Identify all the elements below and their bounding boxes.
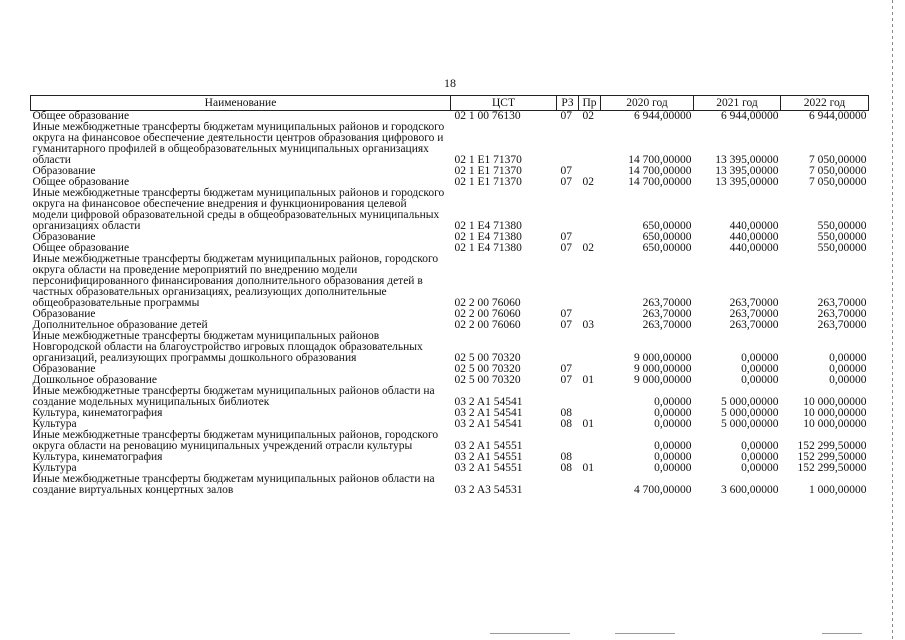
cell-y2022: 152 299,50000 [797, 440, 867, 452]
cell-y2021: 0,00000 [741, 451, 779, 463]
cell-name: Культура [32, 462, 77, 474]
cell-rz: 07 [560, 176, 572, 188]
table-row [31, 386, 869, 408]
cell-y2022: 7 050,00000 [809, 154, 867, 166]
cell-y2020: 263,70000 [642, 308, 692, 320]
cell-name: Образование [32, 231, 96, 243]
cell-cst: 03 2 A1 54551 [454, 440, 523, 452]
cell-y2020: 650,00000 [642, 231, 692, 243]
table-row [31, 254, 869, 309]
table-row [31, 188, 869, 232]
cell-name: Образование [32, 308, 96, 320]
cell-cst: 02 1 00 76130 [454, 110, 521, 122]
cell-name: Иные межбюджетные трансферты бюджетам муниципальных районов, городского округа области на реновацию муниципальных учреждений отрасли культуры [32, 429, 439, 452]
cell-cst: 02 2 00 76060 [454, 297, 521, 309]
cell-y2022: 6 944,00000 [809, 110, 867, 122]
cell-rz [557, 430, 579, 452]
cell-y2021: 5 000,00000 [721, 396, 779, 408]
column-header-rz: РЗ [557, 96, 579, 111]
cell-cst: 02 5 00 70320 [454, 352, 521, 364]
cell-y2020: 0,00000 [654, 407, 692, 419]
cell-y2021: 13 395,00000 [715, 165, 779, 177]
cell-y2022: 152 299,50000 [797, 462, 867, 474]
cell-cst: 03 2 A1 54541 [454, 396, 523, 408]
cell-y2022: 10 000,00000 [803, 407, 867, 419]
cell-pr: 01 [582, 462, 594, 474]
cell-name: Общее образование [32, 242, 130, 254]
cell-y2020: 0,00000 [654, 440, 692, 452]
cell-pr: 01 [582, 418, 594, 430]
cell-y2022: 550,00000 [817, 220, 867, 232]
cell-rz [557, 331, 579, 364]
cell-y2021: 440,00000 [729, 220, 779, 232]
cell-y2020: 650,00000 [642, 242, 692, 254]
cell-y2021: 0,00000 [741, 440, 779, 452]
cell-y2022: 550,00000 [817, 242, 867, 254]
cell-cst: 02 1 E1 71370 [454, 176, 522, 188]
cell-pr: 02 [582, 110, 594, 122]
cell-y2021: 440,00000 [729, 242, 779, 254]
scan-edge-bottom [822, 633, 862, 634]
cell-y2022: 152 299,50000 [797, 451, 867, 463]
cell-y2022: 550,00000 [817, 231, 867, 243]
scan-edge-bottom [490, 633, 570, 634]
cell-cst: 02 1 E1 71370 [454, 154, 522, 166]
cell-rz: 07 [560, 363, 572, 375]
cell-y2022: 0,00000 [829, 352, 867, 364]
cell-y2022: 10 000,00000 [803, 396, 867, 408]
cell-name: Образование [32, 363, 96, 375]
cell-rz: 07 [560, 242, 572, 254]
cell-name: Дошкольное образование [32, 374, 158, 386]
column-header-2020: 2020 год [601, 96, 694, 111]
cell-cst: 03 2 A1 54541 [454, 418, 523, 430]
cell-cst: 03 2 A1 54551 [454, 451, 523, 463]
cell-rz: 07 [560, 231, 572, 243]
cell-cst: 03 2 A1 54551 [454, 462, 523, 474]
table-row [31, 430, 869, 452]
column-header-pr: Пр [579, 96, 601, 111]
cell-cst: 02 2 00 76060 [454, 308, 521, 320]
table-row [31, 122, 869, 166]
cell-y2020: 650,00000 [642, 220, 692, 232]
cell-y2021: 263,70000 [729, 308, 779, 320]
cell-y2020: 0,00000 [654, 418, 692, 430]
cell-rz: 08 [560, 451, 572, 463]
cell-pr: 03 [582, 319, 594, 331]
cell-rz [557, 386, 579, 408]
cell-name: Иные межбюджетные трансферты бюджетам муниципальных районов области на создание модельных муниципальных библиотек [32, 385, 435, 408]
cell-cst: 02 1 E1 71370 [454, 165, 522, 177]
cell-name: Иные межбюджетные трансферты бюджетам муниципальных районов, городского округа области на проведение мероприятий по внедрению модели персонифицированного финансирования дополнительного образования детей в частных образовательных организациях, реализующих дополнительные общеобразовательные программы [32, 253, 439, 309]
cell-rz: 07 [560, 374, 572, 386]
cell-name: Культура, кинематография [32, 407, 163, 419]
cell-cst: 02 1 E4 71380 [454, 220, 522, 232]
budget-table [30, 95, 869, 496]
cell-name: Образование [32, 165, 96, 177]
cell-y2021: 3 600,00000 [721, 484, 779, 496]
cell-y2020: 14 700,00000 [628, 176, 692, 188]
cell-pr [579, 474, 601, 496]
cell-cst: 02 5 00 70320 [454, 374, 521, 386]
cell-rz: 08 [560, 418, 572, 430]
cell-rz [557, 188, 579, 232]
cell-cst: 03 2 A3 54531 [454, 484, 523, 496]
cell-y2020: 263,70000 [642, 297, 692, 309]
cell-cst: 02 1 E4 71380 [454, 242, 522, 254]
cell-y2022: 0,00000 [829, 363, 867, 375]
cell-y2020: 0,00000 [654, 462, 692, 474]
cell-rz: 07 [560, 110, 572, 122]
cell-y2020: 0,00000 [654, 396, 692, 408]
cell-name: Иные межбюджетные трансферты бюджетам муниципальных районов Новгородской области на благоустройство игровых площадок образовательных организаций, реализующих программы дошкольного образования [32, 330, 423, 364]
cell-y2022: 263,70000 [817, 319, 867, 331]
cell-y2022: 7 050,00000 [809, 176, 867, 188]
cell-pr: 02 [582, 176, 594, 188]
cell-y2021: 5 000,00000 [721, 418, 779, 430]
cell-pr [579, 188, 601, 232]
table-row [31, 331, 869, 364]
cell-pr [579, 386, 601, 408]
cell-rz: 07 [560, 319, 572, 331]
cell-pr: 02 [582, 242, 594, 254]
page-number: 18 [444, 76, 456, 90]
cell-name: Дополнительное образование детей [32, 319, 208, 331]
cell-y2020: 9 000,00000 [634, 352, 692, 364]
cell-y2021: 13 395,00000 [715, 176, 779, 188]
cell-y2021: 0,00000 [741, 352, 779, 364]
cell-cst: 03 2 A1 54541 [454, 407, 523, 419]
cell-y2022: 7 050,00000 [809, 165, 867, 177]
cell-name: Иные межбюджетные трансферты бюджетам муниципальных районов и городского округа на финансовое обеспечение деятельности центров образования цифрового и гуманитарного профилей в общеобразовательных муниципальных организациях области [32, 121, 445, 166]
cell-y2021: 5 000,00000 [721, 407, 779, 419]
cell-y2020: 263,70000 [642, 319, 692, 331]
cell-y2021: 0,00000 [741, 462, 779, 474]
cell-cst: 02 1 E4 71380 [454, 231, 522, 243]
cell-y2022: 263,70000 [817, 308, 867, 320]
cell-y2020: 9 000,00000 [634, 363, 692, 375]
cell-y2021: 440,00000 [729, 231, 779, 243]
cell-y2021: 6 944,00000 [721, 110, 779, 122]
cell-y2022: 263,70000 [817, 297, 867, 309]
cell-name: Культура, кинематография [32, 451, 163, 463]
cell-y2021: 0,00000 [741, 374, 779, 386]
cell-pr: 01 [582, 374, 594, 386]
cell-name: Иные межбюджетные трансферты бюджетам муниципальных районов и городского округа на финансовое обеспечение внедрения и функционирования целевой модели цифровой образовательной среды в общеобразовательных муниципальных организациях области [32, 187, 445, 232]
cell-y2020: 6 944,00000 [634, 110, 692, 122]
cell-name: Общее образование [32, 176, 130, 188]
cell-pr [579, 430, 601, 452]
cell-y2022: 10 000,00000 [803, 418, 867, 430]
cell-y2022: 1 000,00000 [809, 484, 867, 496]
cell-pr [579, 331, 601, 364]
cell-y2020: 4 700,00000 [634, 484, 692, 496]
cell-name: Общее образование [32, 110, 130, 122]
cell-y2021: 0,00000 [741, 363, 779, 375]
cell-pr [579, 254, 601, 309]
cell-y2020: 14 700,00000 [628, 154, 692, 166]
table-header-row [31, 96, 869, 111]
column-header-2021: 2021 год [694, 96, 781, 111]
cell-y2020: 14 700,00000 [628, 165, 692, 177]
cell-name: Культура [32, 418, 77, 430]
cell-y2020: 0,00000 [654, 451, 692, 463]
table-body [31, 111, 869, 497]
column-header-2022: 2022 год [781, 96, 869, 111]
cell-y2021: 263,70000 [729, 319, 779, 331]
cell-cst: 02 5 00 70320 [454, 363, 521, 375]
cell-rz [557, 474, 579, 496]
cell-rz: 08 [560, 407, 572, 419]
cell-rz [557, 254, 579, 309]
column-header-cst: ЦСТ [451, 96, 557, 111]
scan-edge-bottom [615, 633, 675, 634]
cell-y2021: 13 395,00000 [715, 154, 779, 166]
scan-edge-right [892, 0, 893, 640]
cell-rz [557, 122, 579, 166]
table-row [31, 474, 869, 496]
cell-pr [579, 122, 601, 166]
cell-y2022: 0,00000 [829, 374, 867, 386]
cell-name: Иные межбюджетные трансферты бюджетам муниципальных районов области на создание виртуальных концертных залов [32, 473, 435, 496]
column-header-name: Наименование [31, 96, 451, 111]
cell-rz: 08 [560, 462, 572, 474]
cell-cst: 02 2 00 76060 [454, 319, 521, 331]
cell-y2021: 263,70000 [729, 297, 779, 309]
cell-rz: 07 [560, 308, 572, 320]
cell-y2020: 9 000,00000 [634, 374, 692, 386]
cell-rz: 07 [560, 165, 572, 177]
